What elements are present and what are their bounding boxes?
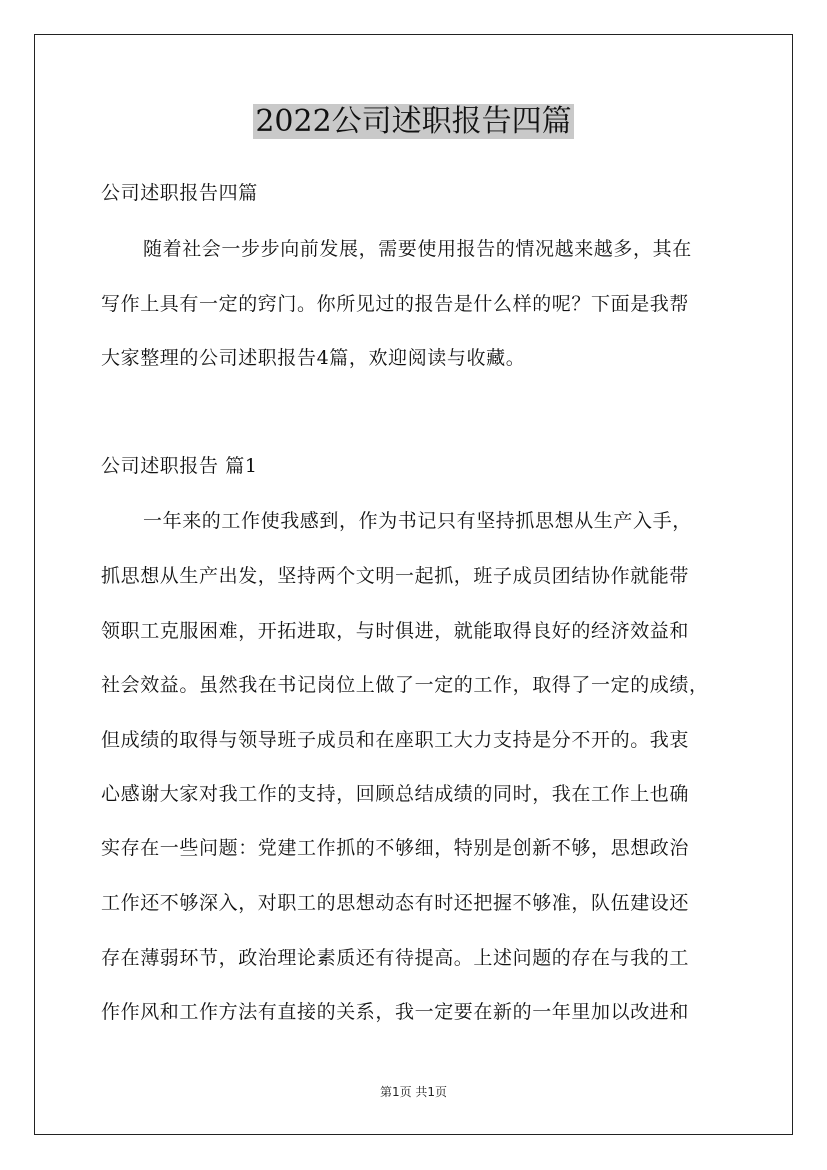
document-title (0, 101, 827, 143)
body-line-4: 社会效益。虽然我在书记岗位上做了一定的工作，取得了一定的成绩， (101, 674, 709, 696)
body-line-5: 但成绩的取得与领导班子成员和在座职工大力支持是分不开的。我衷 (101, 729, 690, 751)
body-line-2: 抓思想从生产出发，坚持两个文明一起抓，班子成员团结协作就能带 (101, 565, 690, 587)
body-line-7: 实存在一些问题：党建工作抓的不够细，特别是创新不够，思想政治 (101, 837, 690, 859)
body-line-8: 工作还不够深入，对职工的思想动态有时还把握不够准，队伍建设还 (101, 892, 690, 914)
body-line-6: 心感谢大家对我工作的支持，回顾总结成绩的同时，我在工作上也确 (101, 783, 690, 805)
section-heading: 公司述职报告 篇1 (101, 455, 258, 477)
body-line-3: 领职工克服困难，开拓进取，与时俱进，就能取得良好的经济效益和 (101, 620, 690, 642)
intro-line-3: 大家整理的公司述职报告4篇，欢迎阅读与收藏。 (101, 347, 526, 369)
body-line-9: 存在薄弱环节，政治理论素质还有待提高。上述问题的存在与我的工 (101, 947, 690, 969)
body-line-1: 一年来的工作使我感到，作为书记只有坚持抓思想从生产入手， (143, 510, 692, 532)
title-text: 2022公司述职报告四篇 (255, 104, 572, 139)
body-line-10: 作作风和工作方法有直接的关系，我一定要在新的一年里加以改进和 (101, 1001, 690, 1023)
intro-line-2: 写作上具有一定的窍门。你所见过的报告是什么样的呢？下面是我帮 (101, 293, 690, 315)
subtitle-line: 公司述职报告四篇 (101, 182, 258, 204)
page-footer: 第1页 共1页 (379, 1085, 448, 1099)
intro-line-1: 随着社会一步步向前发展，需要使用报告的情况越来越多，其在 (143, 238, 692, 260)
